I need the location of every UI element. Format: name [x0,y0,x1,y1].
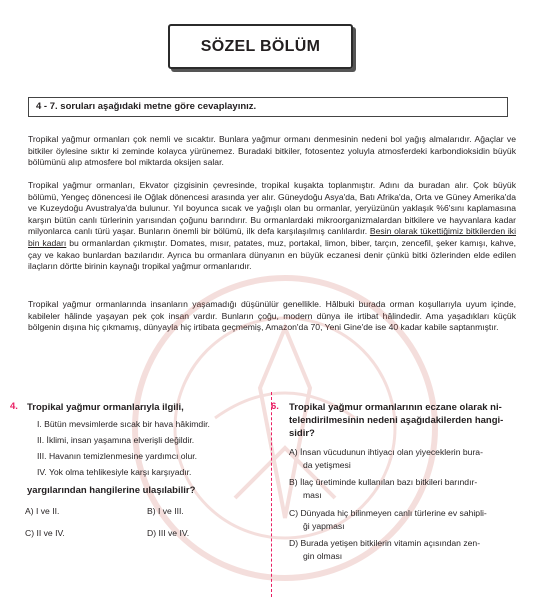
passage-p2-text-a: Tropikal yağmur ormanları, Ekvator çizgisinin çevresinde, tropikal kuşakta toplanmıştır. Adını da buradan alır. Çok büyük bölümü, Yengeç dönencesi ile Oğlak dönencesi arasında yer alır. Güneydoğu Asya'da, Batı Afrika'da, Orta ve Güney Amerika'da ve Kuzeydoğu Avustralya'da bulunur. Yıl boyunca sıcak ve yağışlı olan bu ormanlar, yeryüzünün yaklaşık %6'sını kaplamasına karşın bütün canlı türlerinin yarısından çoğunu barındırır. Bu ormanlardaki mikroorganizmalardan bitkilere ve hayvanlara kadar milyonlarca canlı türü yaşar. Bunların önemli bir bölümü, ilk defa karşılaşılmış canlılardır. [28,180,516,237]
question-6-option-c[interactable] [289,507,487,533]
question-6-option-a[interactable] [289,446,483,472]
option-line: ması [303,490,322,500]
option-line: B) İlaç üretiminde kullanılan bazı bitkileri barındır- [289,477,478,487]
question-6-number: 6. [271,401,279,412]
question-4-statement: IV. Yok olma tehlikesiyle karşı karşıyadır. [37,467,192,477]
passage-underlined-text: Besin olarak tükettiğimiz bitkilerden iki bin kadarı [28,226,517,248]
question-4-stem: Tropikal yağmur ormanlarıyla ilgili, [27,402,184,413]
option-line: D) Burada yetişen bitkilerin vitamin açısından zen- [289,538,481,548]
passage-paragraph-1: Tropikal yağmur ormanları çok nemli ve sıcaktır. Bunlara yağmur ormanı denmesinin nedeni bol yağış almalarıdır. Ağaçlar ve bitkiler öylesine sıktır ki zeminde kolayca yürünemez. Buradaki bitkiler, fotosentez yoluyla atmosferdeki karbondioksidin büyük bölümünü alıp atmosfere bol miktarda oksijen salar. [28,134,516,168]
question-4-number: 4. [10,401,18,412]
option-line: A) İnsan vücudunun ihtiyacı olan yiyeceklerin bura- [289,447,483,457]
page-title: SÖZEL BÖLÜM [168,24,353,69]
question-6-stem-line: sidir? [289,428,315,439]
option-line: ği yapması [303,521,345,531]
column-divider [271,392,272,597]
question-4-option-d[interactable]: D) III ve IV. [147,528,190,538]
question-6-stem-line: Tropikal yağmur ormanlarının eczane olarak ni- [289,402,502,413]
question-6-stem-line: telendirilmesinin nedeni aşağıdakilerden hangi- [289,415,504,426]
instruction-box: 4 - 7. soruları aşağıdaki metne göre cevaplayınız. [28,97,508,117]
question-4-statement: III. Havanın temizlenmesine yardımcı olur. [37,451,198,461]
passage-paragraph-3: Tropikal yağmur ormanlarında insanların yaşamadığı düşünülür genellikle. Hâlbuki burada orman koşullarıyla uyum içinde, kabileler hâlinde yaşayan pek çok insan vardır. Bunların çoğu, modern dünya ile irtibat hâlindedir. Ama yaşadıkları küçük bölgenin dışına hiç çıkmamış, dünyayla hiç irtibata geçmemiş, Amazon'da 70, Yeni Gine'de ise 40 kadar kabile saptanmıştır. [28,299,516,333]
question-4-statement: I. Bütün mevsimlerde sıcak bir hava hâkimdir. [37,419,210,429]
question-6-option-d[interactable] [289,537,480,563]
question-4-question: yargılarından hangilerine ulaşılabilir? [27,485,196,496]
question-4-option-a[interactable]: A) I ve II. [25,506,60,516]
question-6-option-b[interactable] [289,476,477,502]
question-4-option-c[interactable]: C) II ve IV. [25,528,65,538]
passage-paragraph-2 [28,180,516,273]
question-4-option-b[interactable]: B) I ve III. [147,506,184,516]
question-4-statement: II. İklimi, insan yaşamına elverişli değildir. [37,435,195,445]
option-line: da yetişmesi [303,460,351,470]
option-line: gin olması [303,551,343,561]
option-line: C) Dünyada hiç bilinmeyen canlı türlerine ev sahipli- [289,508,487,518]
passage-p2-text-b: bu ormanlardan çıkmıştır. Domates, mısır, patates, muz, portakal, limon, biber, tarçın, zencefil, şeker kamışı, kahve, çay ve kakao bunlardan bazılarıdır. Ayrıca bu ormanlara dünyanın en büyük eczanesi denir çünkü bitki özlerinden elde edilen ilaçların dörtte birinin kaynağı tropikal yağmur ormanlarıdır. [28,237,516,272]
